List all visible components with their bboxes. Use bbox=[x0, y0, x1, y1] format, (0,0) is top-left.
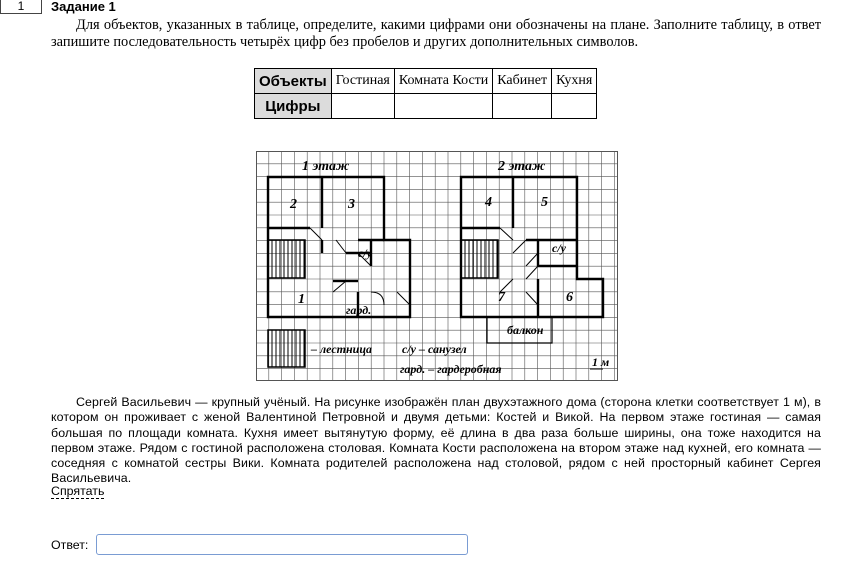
task-number-box: 1 bbox=[0, 0, 42, 14]
answer-label: Ответ: bbox=[51, 538, 89, 552]
digit-cell bbox=[552, 94, 597, 119]
room-4-number: 4 bbox=[485, 195, 492, 210]
legend-stairs-text: – лестница bbox=[311, 342, 372, 356]
digit-cell bbox=[331, 94, 394, 119]
wardrobe-label: гард. bbox=[346, 303, 372, 317]
floor1-stairs-steps bbox=[272, 240, 304, 278]
floor1-label: 1 этаж bbox=[302, 159, 350, 174]
room-7-number: 7 bbox=[498, 290, 505, 305]
digits-header: Цифры bbox=[255, 94, 332, 119]
objects-header: Объекты bbox=[255, 69, 332, 94]
task-title: Задание 1 bbox=[51, 0, 116, 14]
floor2-stairs bbox=[461, 240, 498, 278]
object-cell: Кухня bbox=[552, 69, 597, 94]
floor2-bathroom-label: с/у bbox=[552, 241, 566, 255]
legend-stairs-steps bbox=[272, 330, 304, 367]
room-3-number: 3 bbox=[348, 197, 355, 212]
object-cell: Кабинет bbox=[493, 69, 552, 94]
task-instruction: Для объектов, указанных в таблице, определите, какими цифрами они обозначены на плане. Заполните таблицу, в ответ запишите последовательность четырёх цифр без пробелов и других дополнительных символов. bbox=[51, 17, 821, 50]
room-6-number: 6 bbox=[566, 290, 573, 305]
answer-input[interactable] bbox=[96, 534, 468, 555]
legend-bathroom-text: с/у – санузел bbox=[402, 342, 467, 356]
legend-stairs-symbol bbox=[268, 330, 305, 367]
scale-label: 1 м bbox=[592, 355, 610, 369]
room-1-number: 1 bbox=[298, 292, 305, 307]
object-cell: Комната Кости bbox=[394, 69, 492, 94]
floor2-label: 2 этаж bbox=[498, 159, 546, 174]
house-plan bbox=[256, 151, 618, 381]
digit-cell bbox=[394, 94, 492, 119]
balcony-label: балкон bbox=[507, 323, 544, 337]
legend-wardrobe-text: гард. – гардеробная bbox=[400, 362, 502, 376]
room-2-number: 2 bbox=[290, 197, 297, 212]
room-5-number: 5 bbox=[541, 195, 548, 210]
hide-link[interactable]: Спрятать bbox=[51, 484, 105, 498]
floor1-bathroom-label: с/у bbox=[358, 246, 372, 260]
objects-table bbox=[254, 68, 597, 119]
floor1-stairs bbox=[268, 240, 305, 278]
objects-row bbox=[255, 69, 597, 94]
digit-cell bbox=[493, 94, 552, 119]
floor2-walls bbox=[461, 177, 603, 317]
object-cell: Гостиная bbox=[331, 69, 394, 94]
digits-row bbox=[255, 94, 597, 119]
problem-story: Сергей Васильевич — крупный учёный. На рисунке изображён план двухэтажного дома (сторона клетки соответствует 1 м), в котором он проживает с женой Валентиной Петровной и двумя детьми: Костей и Викой. На первом этаже гостиная — самая большая по площади комната. Кухня имеет вытянутую форму, её длина в два раза больше ширины, она тоже находится на первом этаже. Рядом с гостиной расположена столовая. Комната Кости расположена на втором этаже над кухней, его комната — соседняя с комнатой сестры Вики. Комната родителей расположена над столовой, рядом с ней просторный кабинет Сергея Васильевича. bbox=[51, 395, 821, 486]
floor2-stairs-steps bbox=[465, 240, 497, 278]
